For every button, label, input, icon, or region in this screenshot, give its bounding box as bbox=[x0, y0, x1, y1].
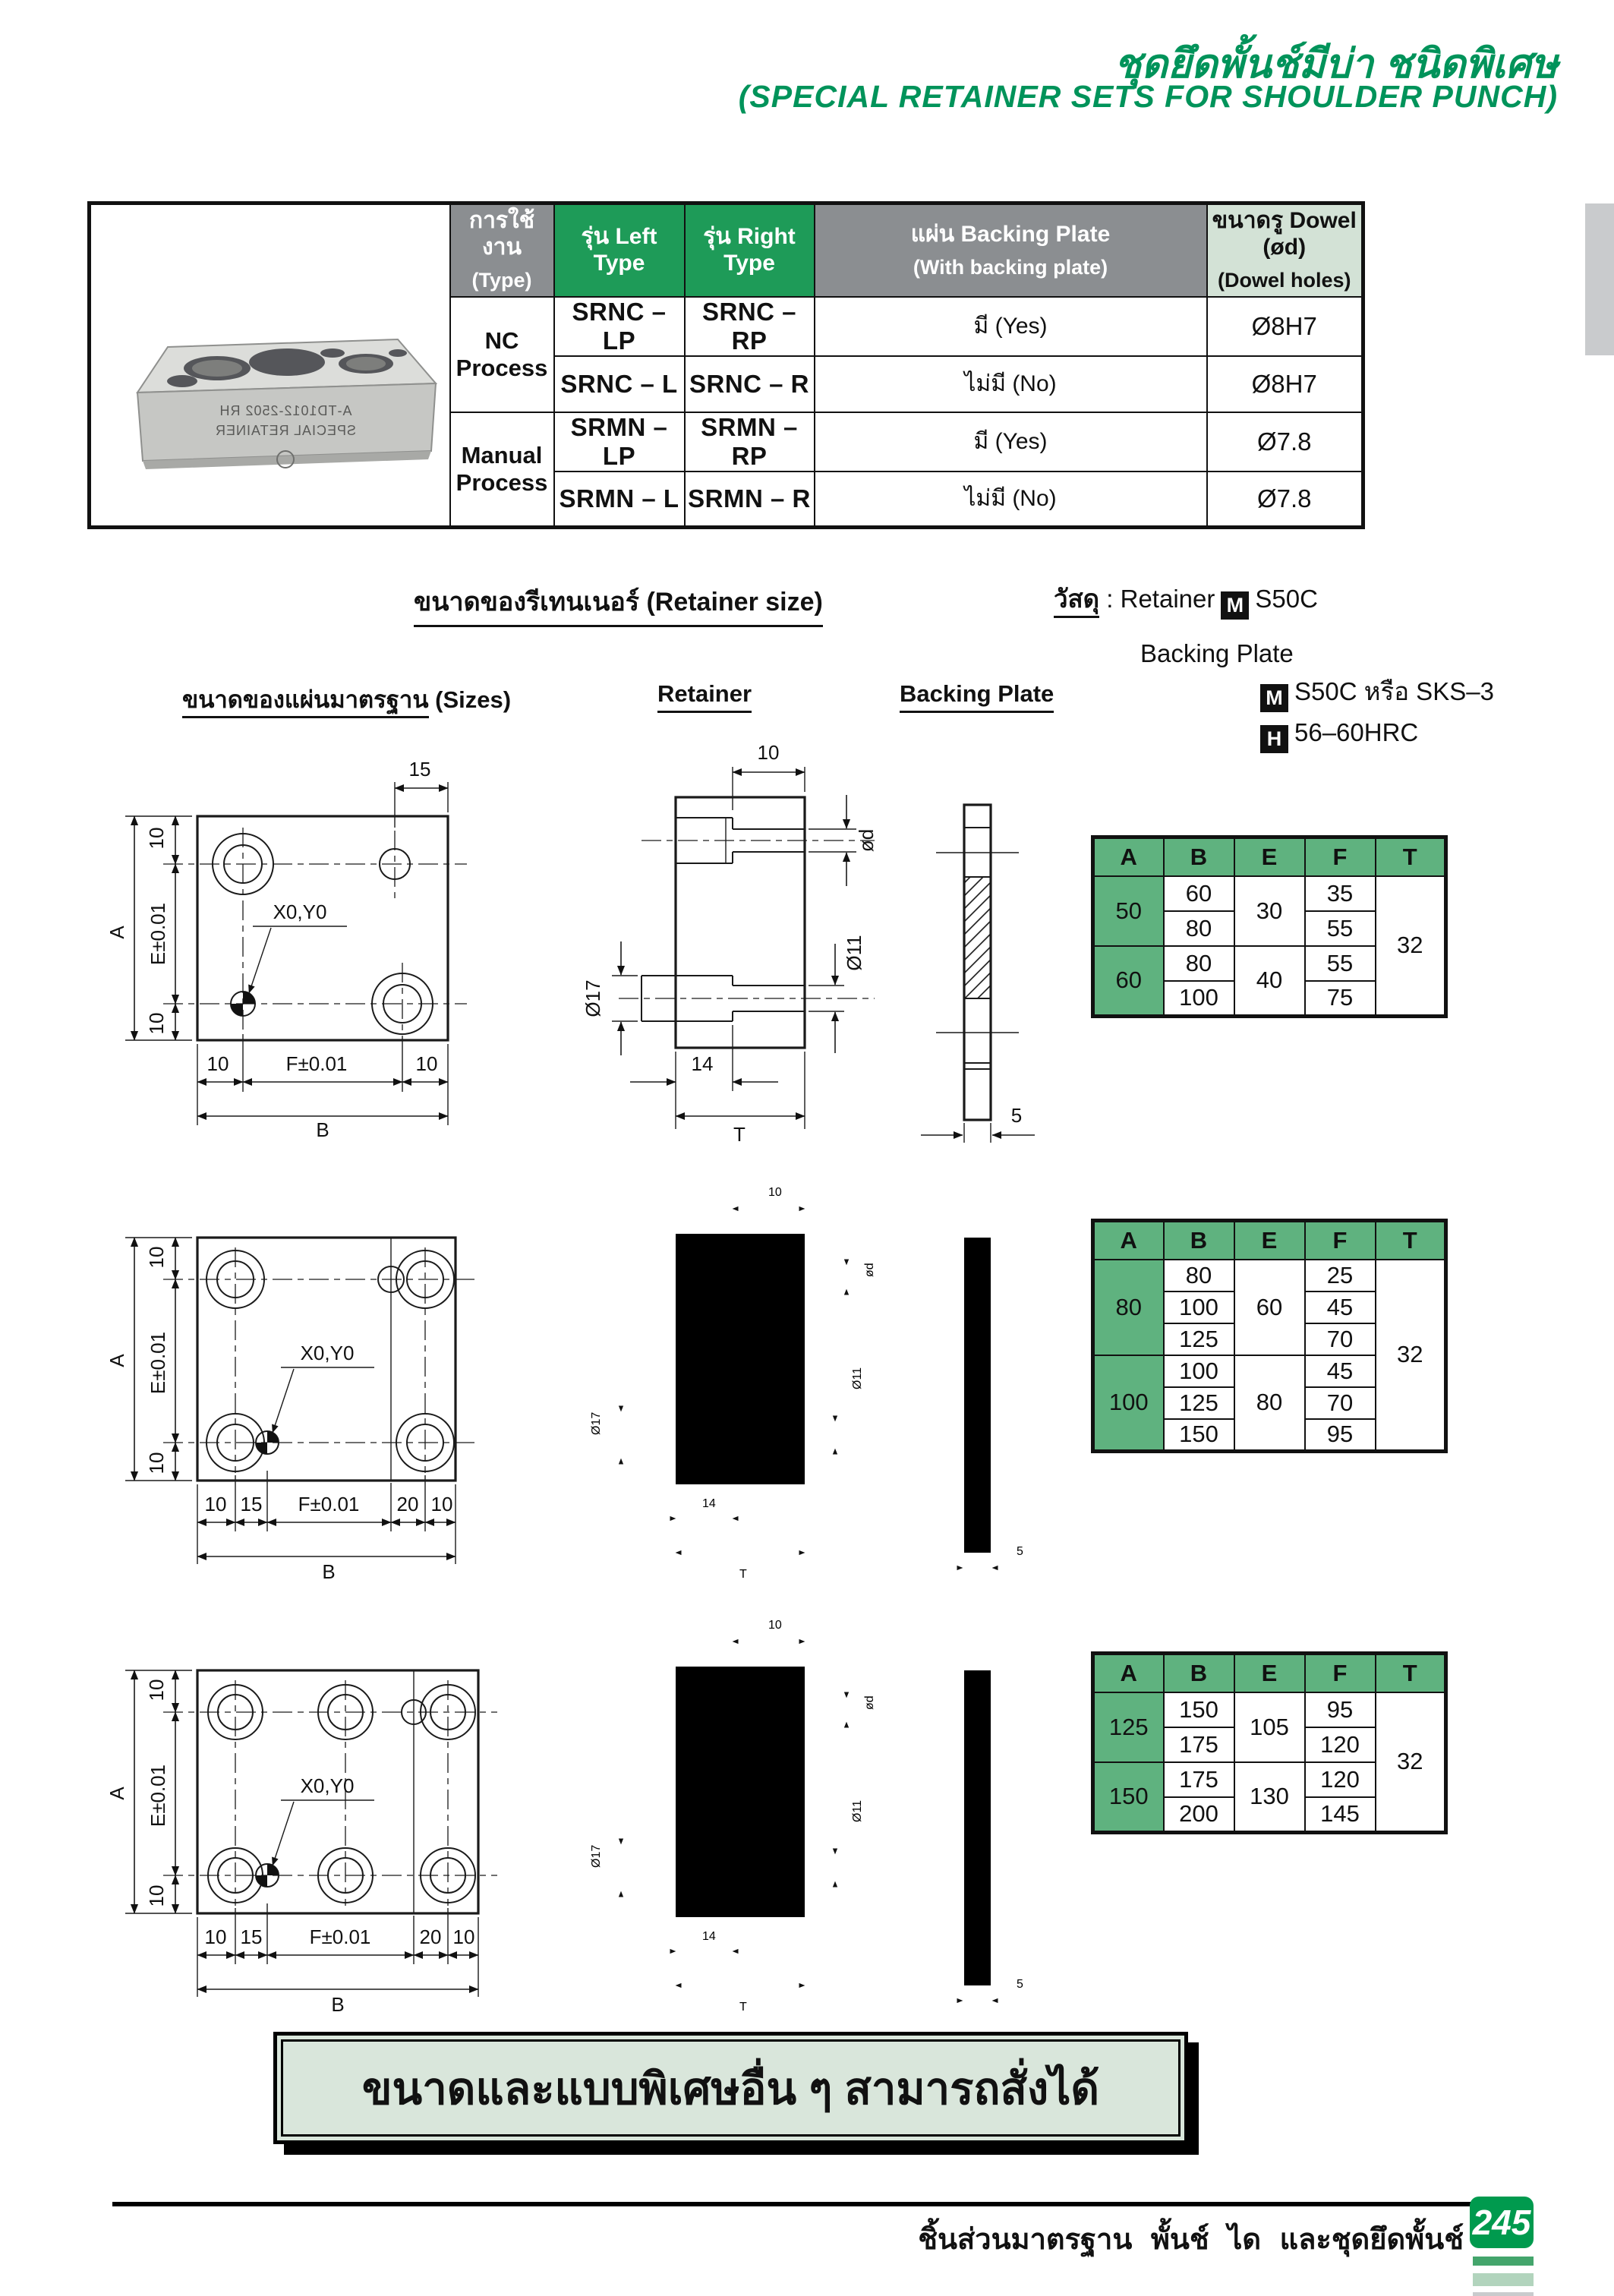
dowel-value: Ø8H7 bbox=[1207, 297, 1363, 356]
size-cell-b: 175 bbox=[1164, 1762, 1234, 1797]
size-cell-f: 25 bbox=[1305, 1260, 1376, 1292]
size-col-header: F bbox=[1305, 1654, 1376, 1693]
size-cell-e: 130 bbox=[1234, 1762, 1305, 1832]
size-table-1 bbox=[1091, 835, 1448, 1018]
size-col-header: A bbox=[1093, 1221, 1164, 1260]
retainer-product-photo bbox=[96, 219, 445, 508]
size-cell-e: 30 bbox=[1234, 876, 1305, 946]
col-header-dowel: ขนาดรู Dowel (ød) (Dowel holes) bbox=[1207, 203, 1363, 297]
retainer-drawing-row1 bbox=[577, 725, 903, 1150]
size-col-header: B bbox=[1164, 1654, 1234, 1693]
sizes-drawing-row3 bbox=[49, 1613, 604, 2039]
material-m-icon: M bbox=[1221, 591, 1249, 620]
svg-text:ød: ød bbox=[855, 828, 878, 853]
size-cell-f: 120 bbox=[1305, 1727, 1376, 1762]
svg-text:10: 10 bbox=[430, 1493, 453, 1515]
size-col-header: E bbox=[1234, 837, 1305, 877]
size-cell-f: 45 bbox=[1305, 1355, 1376, 1387]
size-cell-f: 75 bbox=[1305, 981, 1376, 1016]
svg-text:E±0.01: E±0.01 bbox=[147, 902, 169, 966]
size-cell-a: 150 bbox=[1093, 1762, 1164, 1832]
size-cell-f: 95 bbox=[1305, 1419, 1376, 1451]
material-m-icon: M bbox=[1260, 684, 1288, 712]
size-cell-b: 100 bbox=[1164, 981, 1234, 1016]
size-cell-f: 145 bbox=[1305, 1797, 1376, 1832]
hardness-h-icon: H bbox=[1260, 725, 1288, 753]
col-label-backing: Backing Plate bbox=[900, 680, 1054, 713]
size-cell-t: 32 bbox=[1376, 1692, 1446, 1832]
model-right: SRMN – RP bbox=[685, 412, 815, 472]
size-cell-a: 100 bbox=[1093, 1355, 1164, 1451]
size-cell-b: 125 bbox=[1164, 1323, 1234, 1355]
size-col-header: T bbox=[1376, 1654, 1446, 1693]
dowel-value: Ø8H7 bbox=[1207, 356, 1363, 412]
size-cell-b: 100 bbox=[1164, 1355, 1234, 1387]
svg-text:10: 10 bbox=[145, 1884, 168, 1907]
svg-text:T: T bbox=[733, 1123, 746, 1146]
svg-text:10: 10 bbox=[145, 1679, 168, 1702]
backing-value: ไม่มี (No) bbox=[815, 472, 1207, 528]
engraved-part-name bbox=[215, 423, 356, 438]
size-cell-f: 70 bbox=[1305, 1387, 1376, 1419]
size-cell-f: 70 bbox=[1305, 1323, 1376, 1355]
backing-plate-drawing-row1 bbox=[884, 763, 1074, 1158]
col-header-type: การใช้งาน (Type) bbox=[450, 203, 554, 297]
svg-text:10: 10 bbox=[145, 1452, 168, 1474]
datum-label: X0,Y0 bbox=[273, 900, 327, 923]
col-header-left-type: รุ่น Left Type bbox=[554, 203, 685, 297]
svg-text:A: A bbox=[106, 926, 128, 939]
size-cell-b: 100 bbox=[1164, 1292, 1234, 1323]
svg-text:10: 10 bbox=[204, 1925, 227, 1948]
svg-text:E±0.01: E±0.01 bbox=[147, 1331, 169, 1395]
svg-text:X0,Y0: X0,Y0 bbox=[300, 1342, 355, 1364]
size-col-header: E bbox=[1234, 1654, 1305, 1693]
svg-text:5: 5 bbox=[1010, 1104, 1023, 1127]
size-cell-b: 125 bbox=[1164, 1387, 1234, 1419]
backing-material-line: M S50C หรือ SKS–3 bbox=[1254, 671, 1494, 712]
page-title-english: (SPECIAL RETAINER SETS FOR SHOULDER PUNCH) bbox=[738, 79, 1558, 114]
model-left: SRNC – L bbox=[554, 356, 685, 412]
retainer-size-heading: ขนาดของรีเทนเนอร์ (Retainer size) bbox=[414, 581, 823, 627]
size-cell-e: 105 bbox=[1234, 1692, 1305, 1762]
svg-text:14: 14 bbox=[691, 1052, 714, 1075]
svg-text:15: 15 bbox=[408, 758, 431, 781]
size-cell-f: 45 bbox=[1305, 1292, 1376, 1323]
backing-value: มี (Yes) bbox=[815, 297, 1207, 356]
model-left: SRMN – L bbox=[554, 472, 685, 528]
size-table-2 bbox=[1091, 1219, 1448, 1453]
size-col-header: A bbox=[1093, 1654, 1164, 1693]
size-cell-f: 120 bbox=[1305, 1762, 1376, 1797]
dowel-value: Ø7.8 bbox=[1207, 472, 1363, 528]
backing-value: ไม่มี (No) bbox=[815, 356, 1207, 412]
size-cell-b: 80 bbox=[1164, 911, 1234, 946]
footer-divider bbox=[112, 2202, 1503, 2206]
sizes-drawing-row1 bbox=[49, 752, 573, 1139]
size-col-header: F bbox=[1305, 837, 1376, 877]
svg-text:10: 10 bbox=[415, 1052, 438, 1075]
svg-text:Ø11: Ø11 bbox=[843, 935, 865, 971]
size-col-header: A bbox=[1093, 837, 1164, 877]
edge-strip-green bbox=[1473, 2257, 1534, 2266]
svg-text:10: 10 bbox=[452, 1925, 475, 1948]
size-cell-e: 60 bbox=[1234, 1260, 1305, 1355]
footer-category-text: ชิ้นส่วนมาตรฐาน พั้นช์ ได และชุดยึดพั้นช์ bbox=[918, 2224, 1464, 2256]
model-left: SRNC – LP bbox=[554, 297, 685, 356]
size-cell-b: 80 bbox=[1164, 1260, 1234, 1292]
type-nc-process: NC Process bbox=[450, 297, 554, 412]
backing-plate-drawing-row3 bbox=[884, 1629, 1074, 2023]
svg-text:10: 10 bbox=[145, 1012, 168, 1035]
size-col-header: T bbox=[1376, 1221, 1446, 1260]
backing-plate-label: Backing Plate bbox=[1140, 639, 1294, 667]
material-line: วัสดุ : Retainer M S50C bbox=[1054, 579, 1318, 620]
page-edge-tab bbox=[1585, 203, 1614, 355]
svg-text:A-TD1012-2502 RH: A-TD1012-2502 RH bbox=[219, 402, 352, 418]
size-cell-f: 55 bbox=[1305, 911, 1376, 946]
svg-text:X0,Y0: X0,Y0 bbox=[300, 1774, 355, 1797]
svg-text:15: 15 bbox=[240, 1493, 263, 1515]
size-cell-b: 150 bbox=[1164, 1419, 1234, 1451]
type-manual-process: Manual Process bbox=[450, 412, 554, 528]
model-left: SRMN – LP bbox=[554, 412, 685, 472]
size-cell-a: 60 bbox=[1093, 946, 1164, 1016]
size-cell-e: 80 bbox=[1234, 1355, 1305, 1451]
svg-text:E±0.01: E±0.01 bbox=[147, 1764, 169, 1828]
svg-text:A: A bbox=[106, 1354, 128, 1367]
svg-text:B: B bbox=[316, 1118, 329, 1139]
col-header-backing-plate: แผ่น Backing Plate (With backing plate) bbox=[815, 203, 1207, 297]
dowel-value: Ø7.8 bbox=[1207, 412, 1363, 472]
col-label-retainer: Retainer bbox=[657, 680, 752, 713]
model-right: SRNC – R bbox=[685, 356, 815, 412]
size-col-header: B bbox=[1164, 837, 1234, 877]
hardness-line: H 56–60HRC bbox=[1254, 718, 1418, 753]
size-cell-b: 80 bbox=[1164, 946, 1234, 981]
svg-text:F±0.01: F±0.01 bbox=[285, 1052, 348, 1075]
product-spec-table bbox=[87, 201, 1365, 529]
edge-strip-gray bbox=[1473, 2292, 1534, 2296]
model-right: SRMN – R bbox=[685, 472, 815, 528]
size-cell-f: 35 bbox=[1305, 876, 1376, 911]
svg-text:15: 15 bbox=[240, 1925, 263, 1948]
svg-text:SPECIAL RETAINER: SPECIAL RETAINER bbox=[214, 422, 356, 438]
size-col-header: T bbox=[1376, 837, 1446, 877]
product-photo-cell bbox=[90, 203, 450, 528]
size-col-header: B bbox=[1164, 1221, 1234, 1260]
backing-plate-drawing-row2 bbox=[884, 1196, 1074, 1591]
special-order-banner bbox=[273, 2032, 1188, 2144]
retainer-drawing-row3 bbox=[577, 1594, 903, 2020]
size-cell-b: 150 bbox=[1164, 1692, 1234, 1727]
material-label: วัสดุ bbox=[1054, 585, 1099, 618]
svg-text:B: B bbox=[331, 1993, 345, 2016]
size-cell-a: 80 bbox=[1093, 1260, 1164, 1355]
svg-text:F±0.01: F±0.01 bbox=[298, 1493, 360, 1515]
edge-strip-lightgreen bbox=[1473, 2273, 1534, 2286]
size-cell-t: 32 bbox=[1376, 876, 1446, 1016]
size-cell-t: 32 bbox=[1376, 1260, 1446, 1451]
col-header-right-type: รุ่น Right Type bbox=[685, 203, 815, 297]
svg-text:A: A bbox=[106, 1787, 128, 1800]
svg-text:10: 10 bbox=[204, 1493, 227, 1515]
page-number-badge: 245 bbox=[1470, 2197, 1534, 2248]
special-order-banner-text: ขนาดและแบบพิเศษอื่น ๆ สามารถสั่งได้ bbox=[281, 2039, 1181, 2137]
retainer-drawing-row2 bbox=[577, 1162, 903, 1587]
size-cell-b: 175 bbox=[1164, 1727, 1234, 1762]
size-col-header: F bbox=[1305, 1221, 1376, 1260]
sizes-drawing-row2 bbox=[49, 1181, 581, 1606]
size-cell-b: 200 bbox=[1164, 1797, 1234, 1832]
svg-text:Ø17: Ø17 bbox=[582, 979, 604, 1017]
size-cell-a: 50 bbox=[1093, 876, 1164, 946]
size-cell-e: 40 bbox=[1234, 946, 1305, 1016]
size-cell-b: 60 bbox=[1164, 876, 1234, 911]
page-title-thai: ชุดยึดพั้นช์มีบ่า ชนิดพิเศษ bbox=[1114, 42, 1558, 87]
svg-text:B: B bbox=[322, 1560, 336, 1583]
col-label-sizes: ขนาดของแผ่นมาตรฐาน (Sizes) bbox=[182, 680, 511, 718]
svg-text:20: 20 bbox=[396, 1493, 419, 1515]
size-cell-f: 95 bbox=[1305, 1692, 1376, 1727]
svg-text:10: 10 bbox=[145, 1246, 168, 1269]
engraved-part-number bbox=[219, 403, 351, 418]
svg-text:10: 10 bbox=[145, 827, 168, 850]
size-table-3 bbox=[1091, 1651, 1448, 1834]
size-cell-f: 55 bbox=[1305, 946, 1376, 981]
svg-text:10: 10 bbox=[757, 741, 780, 764]
svg-text:10: 10 bbox=[206, 1052, 229, 1075]
backing-value: มี (Yes) bbox=[815, 412, 1207, 472]
size-col-header: E bbox=[1234, 1221, 1305, 1260]
model-right: SRNC – RP bbox=[685, 297, 815, 356]
size-cell-a: 125 bbox=[1093, 1692, 1164, 1762]
svg-text:F±0.01: F±0.01 bbox=[309, 1925, 371, 1948]
svg-text:20: 20 bbox=[419, 1925, 442, 1948]
